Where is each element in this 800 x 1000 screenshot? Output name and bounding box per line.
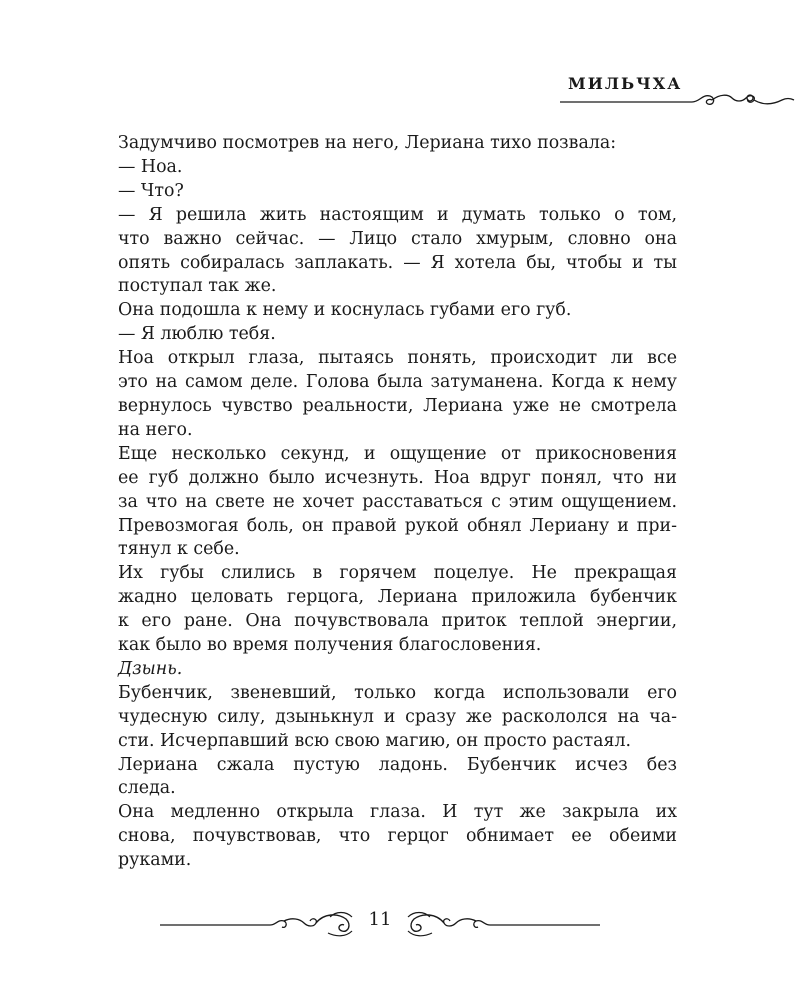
- text-line: опять собиралась заплакать. — Я хотела бы, чтобы и ты: [118, 252, 677, 273]
- header-title: МИЛЬЧХА: [568, 74, 683, 93]
- text-line: вернулось чувство реальности, Лериана уже не смотрела: [118, 395, 677, 416]
- text-line: Их губы слились в горячем поцелуе. Не прекращая: [118, 563, 677, 584]
- paragraph: [118, 204, 677, 300]
- text-line: это на самом деле. Голова была затуманена. Когда к нему: [118, 372, 677, 393]
- text-line: поступал так же.: [118, 276, 277, 297]
- text-line: что важно сейчас. — Лицо стало хмурым, словно она: [118, 228, 677, 249]
- text-line: Задумчиво посмотрев на него, Лериана тихо позвала:: [118, 133, 617, 153]
- paragraph: [118, 801, 677, 873]
- text-line: Ноа открыл глаза, пытаясь понять, происходит ли все: [118, 348, 677, 369]
- text-line: — Что?: [118, 180, 184, 201]
- text-line: к его ране. Она почувствовала приток теплой энергии,: [118, 611, 677, 632]
- text-line: Она подошла к нему и коснулась губами его губ.: [118, 300, 572, 321]
- text-line: — Ноа.: [118, 156, 183, 177]
- page-body: [118, 132, 677, 873]
- header-ornament-icon: [560, 88, 800, 112]
- text-line: Еще несколько секунд, и ощущение от прикосновения: [118, 443, 677, 464]
- paragraph: [118, 562, 677, 658]
- text-line: жадно целовать герцога, Лериана приложила бубенчик: [118, 587, 677, 608]
- paragraph: [118, 323, 677, 347]
- text-line: за что на свете не хочет расставаться с этим ощущением.: [118, 491, 677, 512]
- text-line: чудесную силу, дзынькнул и сразу же раскололся на ча-: [118, 706, 677, 727]
- text-line: как было во время получения благословения.: [118, 635, 542, 656]
- text-line: руками.: [118, 850, 192, 871]
- text-line: Она медленно открыла глаза. И тут же закрыла их: [118, 802, 677, 823]
- text-line: тянул к себе.: [118, 539, 240, 560]
- running-header: [560, 72, 800, 112]
- paragraph: [118, 132, 677, 156]
- paragraph: [118, 682, 677, 754]
- text-line: — Я решила жить настоящим и думать только о том,: [118, 204, 677, 225]
- paragraph: [118, 156, 677, 180]
- paragraph: [118, 658, 677, 682]
- text-line: ее губ должно было исчезнуть. Ноа вдруг понял, что ни: [118, 467, 677, 488]
- page-number: 11: [368, 909, 392, 930]
- text-line: следа.: [118, 778, 176, 799]
- page-footer: [160, 905, 600, 945]
- paragraph: [118, 180, 677, 204]
- text-line: Лериана сжала пустую ладонь. Бубенчик исчез без: [118, 754, 677, 775]
- paragraph: [118, 754, 677, 802]
- text-line: — Я люблю тебя.: [118, 324, 276, 345]
- text-line: снова, почувствовав, что герцог обнимает ее обеими: [118, 826, 677, 847]
- text-line: сти. Исчерпавший всю свою магию, он просто растаял.: [118, 730, 632, 751]
- paragraph: [118, 299, 677, 323]
- paragraph: [118, 347, 677, 443]
- text-line: Бубенчик, звеневший, только когда использовали его: [118, 682, 677, 703]
- text-line: Превозмогая боль, он правой рукой обнял Лериану и при-: [118, 515, 677, 536]
- paragraph: [118, 443, 677, 563]
- text-line: Дзынь.: [118, 658, 183, 679]
- text-line: на него.: [118, 419, 193, 440]
